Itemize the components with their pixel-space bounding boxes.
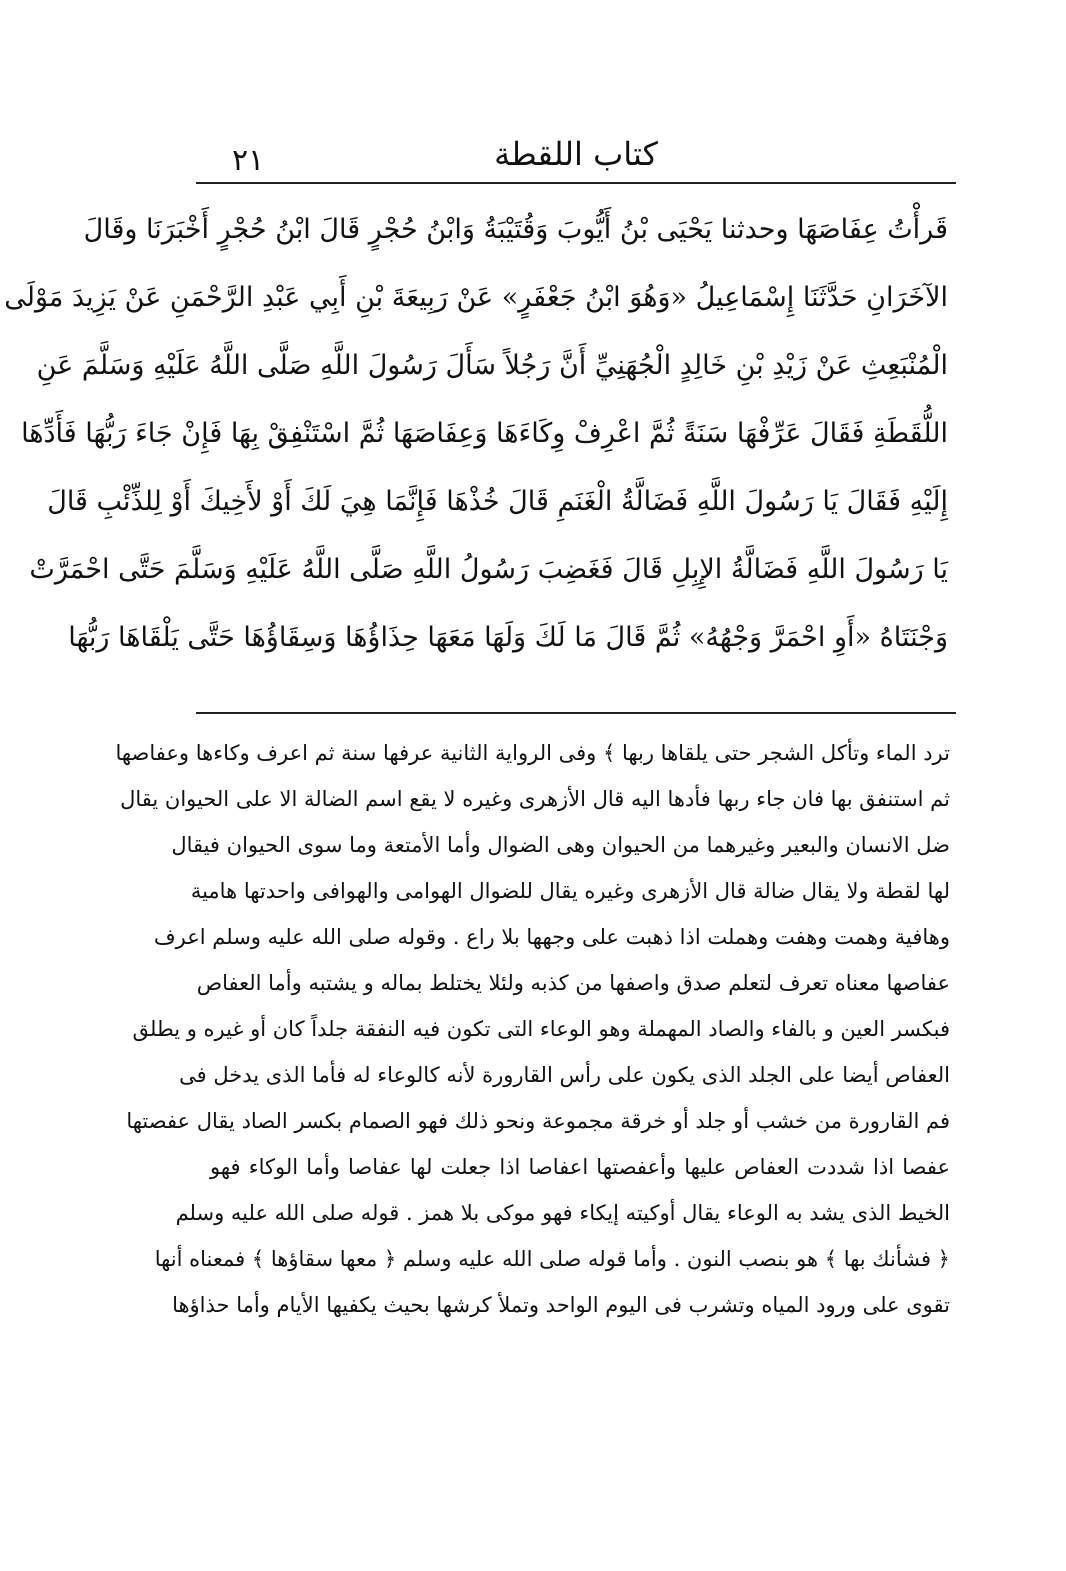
commentary-line: ثم استنفق بها فان جاء ربها فأدها اليه قال الأزهرى وغيره لا يقع اسم الضالة الا على الحيوان يقال — [120, 787, 950, 811]
hadith-line: الآخَرَانِ حَدَّثَنَا إِسْمَاعِيلُ «وَهُوَ ابْنُ جَعْفَرٍ» عَنْ رَبِيعَةَ بْنِ أَبِي عَبْدِ الرَّحْمَنِ عَنْ يَزِيدَ مَوْلَى — [4, 282, 948, 313]
hadith-line: قَرأْتُ عِفَاصَهَا وحدثنا يَحْيَى بْنُ أَيُّوبَ وَقُتَيْبَةُ وَابْنُ حُجْرٍ قَالَ ابْنُ حُجْرٍ أَخْبَرَنَا وقَالَ — [83, 214, 948, 245]
hadith-line: وَجْنَتَاهُ «أَوِ احْمَرَّ وَجْهُهُ» ثُمَّ قَالَ مَا لَكَ وَلَهَا مَعَهَا حِذَاؤُهَا وَسِقَاؤُهَا حَتَّى يَلْقَاهَا رَبُّهَا — [68, 622, 948, 653]
hadith-line: اللُّقَطَةِ فَقَالَ عَرِّفْهَا سَنَةً ثُمَّ اعْرِفْ وِكَاءَهَا وَعِفَاصَهَا ثُمَّ اسْتَنْفِقْ بِهَا فَإِنْ جَاءَ رَبُّهَا فَأَدِّهَا — [21, 418, 948, 449]
commentary-divider — [196, 712, 956, 714]
commentary-line: لها لقطة ولا يقال ضالة قال الأزهرى وغيره يقال للضوال الهوامى والهوافى واحدتها هامية — [190, 879, 950, 903]
commentary-line: العفاص أيضا على الجلد الذى يكون على رأس القارورة لأنه كالوعاء له فأما الذى يدخل فى — [179, 1063, 950, 1087]
commentary-line: ضل الانسان والبعير وغيرهما من الحيوان وهى الضوال وأما الأمتعة وما سوى الحيوان فيقال — [171, 833, 950, 857]
page-number: ٢١ — [232, 143, 265, 178]
hadith-line: الْمُنْبَعِثِ عَنْ زَيْدِ بْنِ خَالِدٍ الْجُهَنِيِّ أَنَّ رَجُلاً سَأَلَ رَسُولَ اللَّهِ صَلَّى اللَّهُ عَلَيْهِ وَسَلَّمَ عَنِ — [36, 350, 948, 381]
commentary-line: عفصا اذا شددت العفاص عليها وأعفصتها اعفاصا اذا جعلت لها عفاصا وأما الوكاء فهو — [210, 1155, 950, 1179]
commentary-line: ﴿ فشأنك بها ﴾ هو بنصب النون . وأما قوله صلى الله عليه وسلم ﴿ معها سقاؤها ﴾ فمعناه أنها — [154, 1247, 950, 1271]
commentary-text-block — [115, 730, 950, 1328]
commentary-line: فم القارورة من خشب أو جلد أو خرقة مجموعة ونحو ذلك فهو الصمام بكسر الصاد يقال عفصتها — [126, 1109, 950, 1133]
commentary-line: فبكسر العين و بالفاء والصاد المهملة وهو الوعاء التى تكون فيه النفقة جلداً كان أو غيره و يطلق — [132, 1017, 950, 1041]
header-divider — [196, 182, 956, 184]
page-header — [200, 128, 952, 184]
commentary-line: عفاصها معناه تعرف لتعلم صدق واصفها من كذبه ولئلا يختلط بماله و يشتبه وأما العفاص — [196, 971, 950, 995]
hadith-text-block — [4, 196, 948, 672]
commentary-line: تقوى على ورود المياه وتشرب فى اليوم الواحد وتملأ كرشها بحيث يكفيها الأيام وأما حذاؤها — [172, 1293, 950, 1317]
hadith-line: يَا رَسُولَ اللَّهِ فَضَالَّةُ الإِبِلِ قَالَ فَغَضِبَ رَسُولُ اللَّهِ صَلَّى اللَّهُ عَلَيْهِ وَسَلَّمَ حَتَّى احْمَرَّتْ — [29, 554, 948, 585]
hadith-line: إِلَيْهِ فَقَالَ يَا رَسُولَ اللَّهِ فَضَالَّةُ الْغَنَمِ قَالَ خُذْهَا فَإِنَّمَا هِيَ لَكَ أَوْ لأَخِيكَ أَوْ لِلذِّئْبِ قَالَ — [47, 486, 948, 517]
commentary-line: ترد الماء وتأكل الشجر حتى يلقاها ربها ﴾ وفى الرواية الثانية عرفها سنة ثم اعرف وكاءها وعفاصها — [115, 741, 950, 765]
commentary-line: الخيط الذى يشد به الوعاء يقال أوكيته إيكاء فهو موكى بلا همز . قوله صلى الله عليه وسلم — [175, 1201, 950, 1225]
running-title: كتاب اللقطة — [494, 135, 658, 173]
commentary-line: وهافية وهمت وهفت وهملت اذا ذهبت على وجهها بلا راع . وقوله صلى الله عليه وسلم اعرف — [153, 925, 950, 949]
